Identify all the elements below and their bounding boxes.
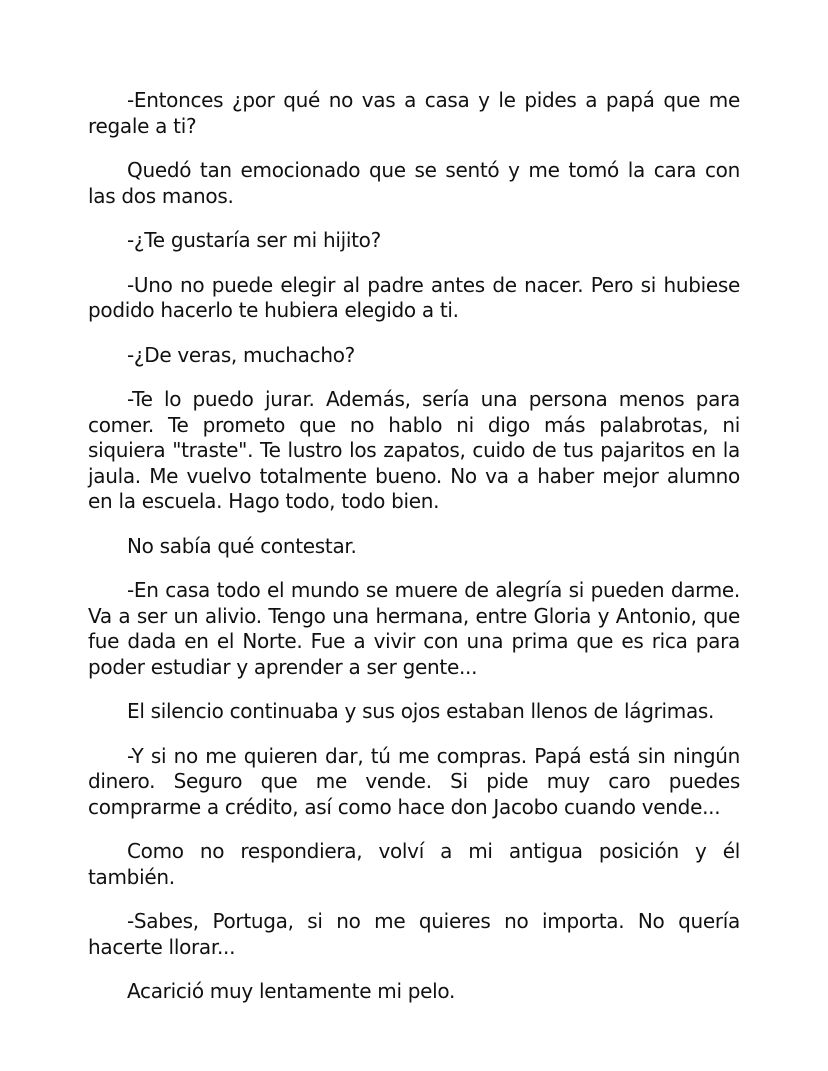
paragraph: -En casa todo el mundo se muere de alegría si pueden darme. Va a ser un alivio. Tengo una hermana, entre Gloria y Antonio, que fue dada en el Norte. Fue a vivir con una prima que es rica para poder estudiar y aprender a ser gente... [88,578,740,679]
paragraph: Acarició muy lentamente mi pelo. [127,979,456,1003]
paragraph: -Te lo puedo jurar. Además, sería una persona menos para comer. Te prometo que no hablo ni digo más palabrotas, ni siquiera "traste". Te lustro los zapatos, cuido de tus pajaritos en la jaula. Me vuelvo totalmente bueno. No va a haber mejor alumno en la escuela. Hago todo, todo bien. [88,387,740,513]
paragraph: Como no respondiera, volví a mi antigua posición y él también. [88,839,740,889]
paragraph: -Sabes, Portuga, si no me quieres no importa. No quería hacerte llorar... [88,909,740,959]
paragraph: Quedó tan emocionado que se sentó y me tomó la cara con las dos manos. [88,158,740,208]
paragraph: -¿De veras, muchacho? [127,342,355,367]
paragraph: -¿Te gustaría ser mi hijito? [127,228,381,252]
paragraph: -Uno no puede elegir al padre antes de nacer. Pero si hubiese podido hacerlo te hubiera elegido a ti. [88,272,740,322]
document-page [88,88,740,1024]
paragraph: No sabía qué contestar. [127,533,357,558]
paragraph: -Entonces ¿por qué no vas a casa y le pides a papá que me regale a ti? [88,88,740,138]
paragraph: -Y si no me quieren dar, tú me compras. Papá está sin ningún dinero. Seguro que me vende. Si pide muy caro puedes comprarme a crédito, así como hace don Jacobo cuando vende... [88,743,740,819]
paragraph: El silencio continuaba y sus ojos estaban llenos de lágrimas. [127,699,715,723]
